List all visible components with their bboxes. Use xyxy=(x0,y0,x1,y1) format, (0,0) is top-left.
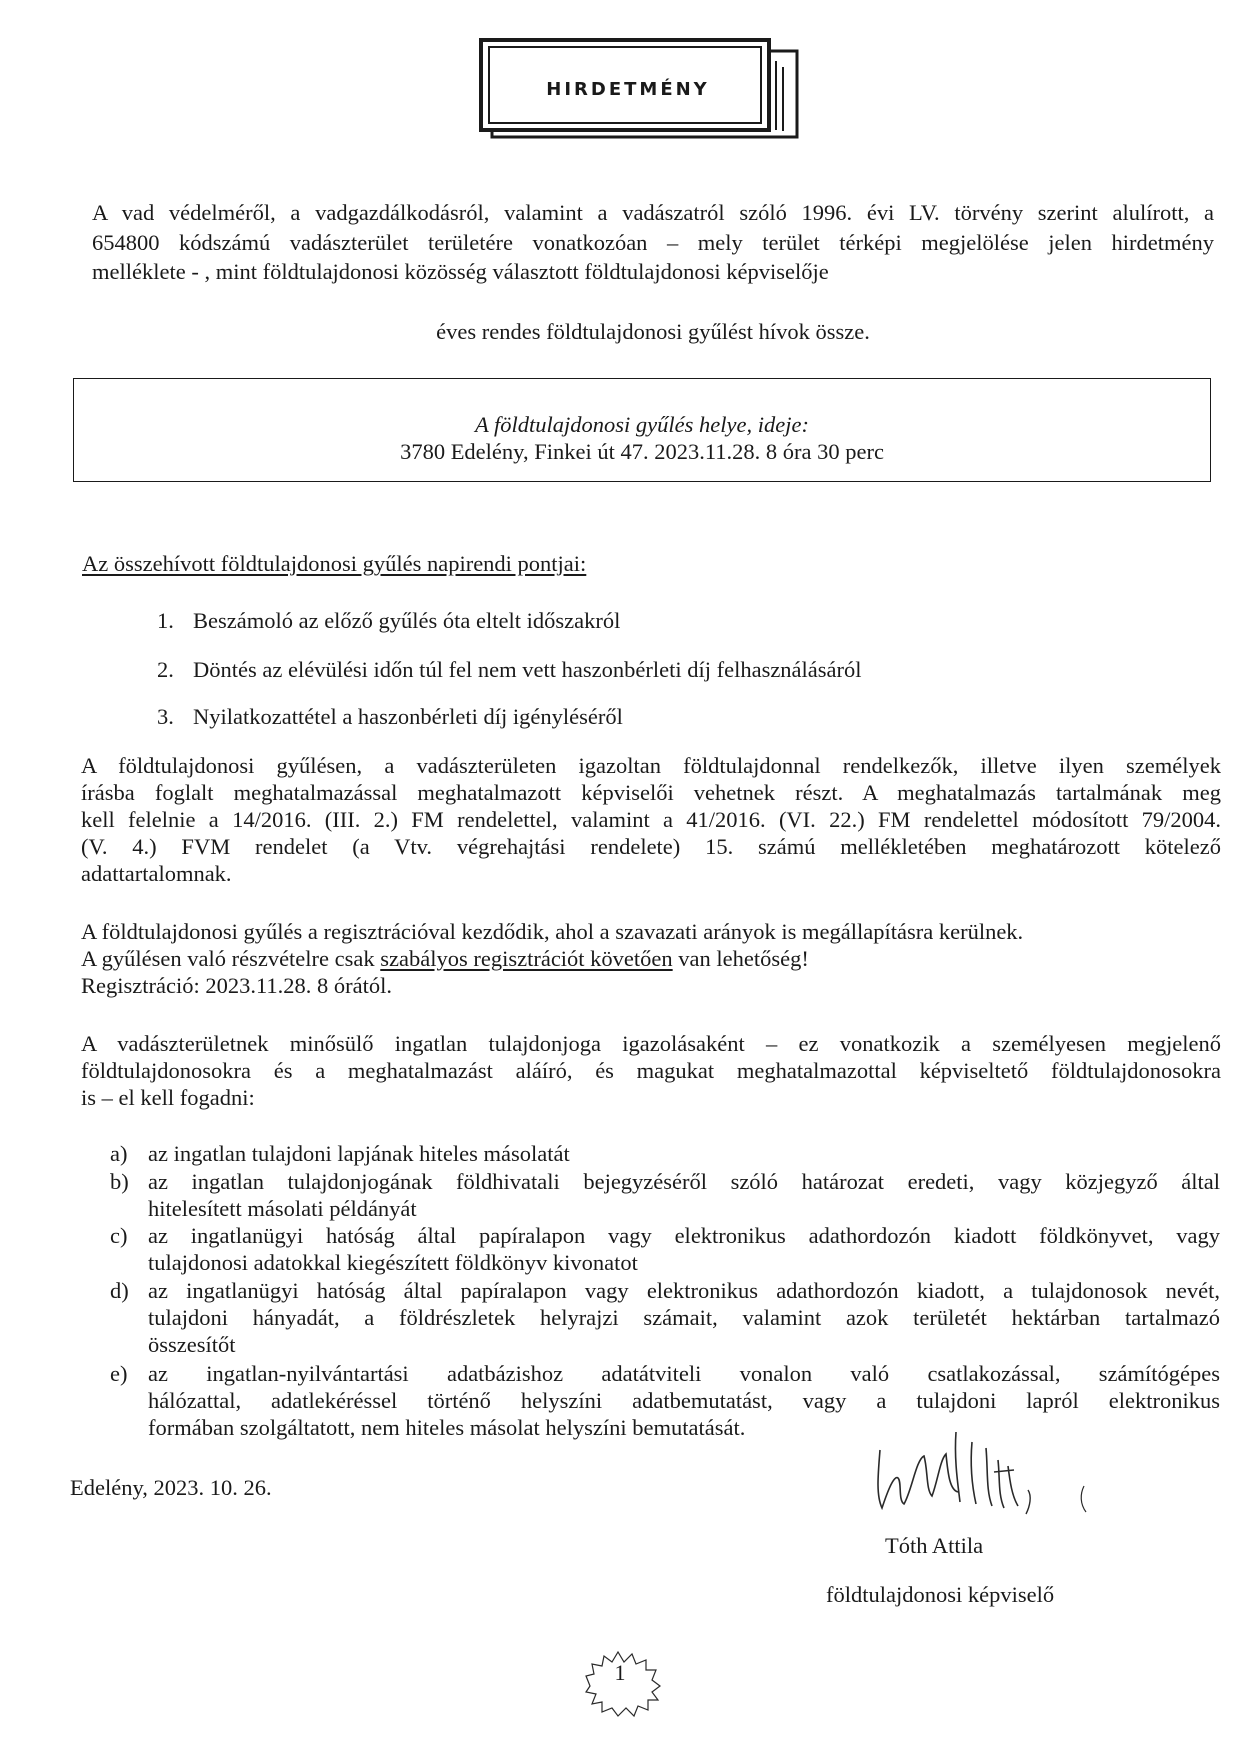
list-line: összesítőt xyxy=(148,1332,236,1357)
paragraph-line: A vadászterületnek minősülő ingatlan tulajdonjoga igazolásaként – ez vonatkozik a személyesen megjelenő xyxy=(81,1031,1221,1056)
paragraph-line: földtulajdonosokra és a meghatalmazást aláíró, és magukat meghatalmazottal képviseltető földtulajdonosokra xyxy=(81,1058,1221,1083)
list-letter: d) xyxy=(110,1278,129,1303)
registration-line-3: Regisztráció: 2023.11.28. 8 órától. xyxy=(81,973,392,998)
intro-line-3: melléklete - , mint földtulajdonosi közösség választott földtulajdonosi képviselője xyxy=(92,259,829,284)
list-line: az ingatlan tulajdonjogának földhivatali bejegyzéséről szóló határozat eredeti, vagy közjegyző által xyxy=(148,1169,1220,1194)
paragraph-line: írásba foglalt meghatalmazással meghatalmazott képviselői vehetnek részt. A meghatalmazás tartalmának meg xyxy=(81,780,1221,805)
list-line: hálózattal, adatlekéréssel történő helyszíni adatbemutatást, vagy a tulajdoni lapról elektronikus xyxy=(148,1388,1220,1413)
page-number: 1 xyxy=(614,1660,626,1685)
participation-paragraph xyxy=(81,752,1221,887)
list-item xyxy=(110,1277,1220,1358)
signer-name: Tóth Attila xyxy=(885,1533,984,1558)
list-line: az ingatlan-nyilvántartási adatbázishoz adatátviteli vonalon való csatlakozással, számítógépes xyxy=(148,1361,1220,1386)
intro-line-1: A vad védelméről, a vadgazdálkodásról, valamint a vadászatról szóló 1996. évi LV. törvény szerint alulírott, a xyxy=(92,200,1214,225)
signer-title: földtulajdonosi képviselő xyxy=(826,1582,1055,1607)
venue-label: A földtulajdonosi gyűlés helye, ideje: xyxy=(475,412,809,437)
list-line: az ingatlanügyi hatóság által papíralapon vagy elektronikus adathordozón kiadott, a tulajdonosok nevét, xyxy=(148,1278,1220,1303)
agenda-heading: Az összehívott földtulajdonosi gyűlés napirendi pontjai: xyxy=(82,551,587,576)
venue-value: 3780 Edelény, Finkei út 47. 2023.11.28. 8 óra 30 perc xyxy=(400,439,884,464)
paragraph-line: adattartalomnak. xyxy=(81,861,232,886)
list-line: az ingatlanügyi hatóság által papíralapon vagy elektronikus adathordozón kiadott földkönyvet, vagy xyxy=(148,1223,1220,1248)
agenda-item xyxy=(157,656,862,683)
document-title: HIRDETMÉNY xyxy=(546,78,710,100)
registration-text: A gyűlésen való részvételre csak xyxy=(81,946,381,971)
agenda-item-number: 1. xyxy=(157,608,174,633)
paragraph-line: is – el kell fogadni: xyxy=(81,1085,255,1110)
agenda-item-text: Beszámoló az előző gyűlés óta eltelt időszakról xyxy=(193,608,621,633)
registration-line-1: A földtulajdonosi gyűlés a regisztrációval kezdődik, ahol a szavazati arányok is megállapításra kerülnek. xyxy=(81,919,1024,944)
agenda-item xyxy=(157,703,623,730)
place-date: Edelény, 2023. 10. 26. xyxy=(70,1475,272,1500)
list-line: az ingatlan tulajdoni lapjának hiteles másolatát xyxy=(148,1141,570,1166)
agenda-item-text: Nyilatkozattétel a haszonbérleti díj igényléséről xyxy=(193,704,623,729)
registration-text: van lehetőség! xyxy=(672,946,809,971)
list-line: hitelesített másolati példányát xyxy=(148,1196,417,1221)
signature xyxy=(868,1420,1098,1530)
list-line: tulajdonosi adatokkal kiegészített földkönyv kivonatot xyxy=(148,1250,638,1275)
agenda-item-number: 3. xyxy=(157,704,174,729)
agenda-item xyxy=(157,607,620,634)
intro-line-2: 654800 kódszámú vadászterület területére vonatkozóan – mely terület térképi megjelölése jelen hirdetmény xyxy=(92,230,1214,255)
list-line: formában szolgáltatott, nem hiteles másolat helyszíni bemutatását. xyxy=(148,1415,746,1440)
registration-emphasis: szabályos regisztrációt követően xyxy=(380,946,673,971)
list-letter: e) xyxy=(110,1361,128,1386)
agenda-item-text: Döntés az elévülési időn túl fel nem vett haszonbérleti díj felhasználásáról xyxy=(193,657,862,682)
list-item xyxy=(110,1168,1220,1222)
ownership-paragraph xyxy=(81,1030,1221,1111)
paragraph-line: (V. 4.) FVM rendelet (a Vtv. végrehajtási rendelete) 15. számú mellékletében meghatározott kötelező xyxy=(81,834,1221,859)
list-item xyxy=(110,1140,1220,1167)
paragraph-line: A földtulajdonosi gyűlésen, a vadászterületen igazoltan földtulajdonnal rendelkezők, illetve ilyen személyek xyxy=(81,753,1221,778)
list-letter: a) xyxy=(110,1141,128,1166)
paragraph-line: kell felelnie a 14/2016. (III. 2.) FM rendelettel, valamint a 41/2016. (VI. 22.) FM rendelettel módosított 79/2004. xyxy=(81,807,1221,832)
meeting-call: éves rendes földtulajdonosi gyűlést hívok össze. xyxy=(436,319,870,344)
agenda-item-number: 2. xyxy=(157,657,174,682)
list-letter: b) xyxy=(110,1169,129,1194)
list-letter: c) xyxy=(110,1223,128,1248)
list-line: tulajdoni hányadát, a földrészletek helyrajzi számait, valamint azok területét hektárban tartalmazó xyxy=(148,1305,1220,1330)
registration-line-2 xyxy=(81,945,809,972)
list-item xyxy=(110,1222,1220,1276)
